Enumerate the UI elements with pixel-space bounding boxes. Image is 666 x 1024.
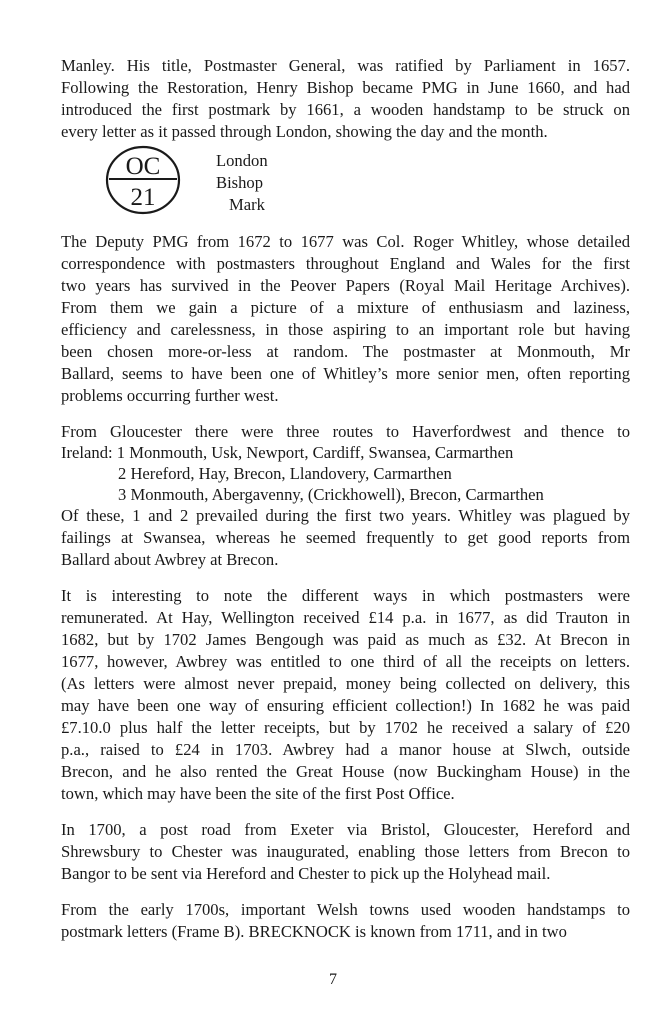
p1-line-3: introduced the first postmark by 1661, a wooden handstamp to be struck on <box>61 100 630 119</box>
p4-line-8: p.a., raised to £24 in 1703. Awbrey had a manor house at Slwch, outside <box>61 740 630 759</box>
bishop-mark-day: 21 <box>130 184 156 211</box>
p5-line-3: Bangor to be sent via Hereford and Chester to pick up the Holyhead mail. <box>61 864 551 883</box>
p6-line-1: From the early 1700s, important Welsh towns used wooden handstamps to <box>61 900 630 919</box>
p1-line-4: every letter as it passed through London, showing the day and the month. <box>61 122 548 141</box>
p3-tail-line-3: Ballard about Awbrey at Brecon. <box>61 550 279 569</box>
p6-line-2: postmark letters (Frame B). BRECKNOCK is known from 1711, and in two <box>61 922 567 941</box>
route-line-3: 3 Monmouth, Abergavenny, (Crickhowell), Brecon, Carmarthen <box>118 485 544 504</box>
p5-line-1: In 1700, a post road from Exeter via Bristol, Gloucester, Hereford and <box>61 820 630 839</box>
p2-line-4: From them we gain a picture of a mixture of enthusiasm and laziness, <box>61 298 630 317</box>
route-line-1: Ireland: 1 Monmouth, Usk, Newport, Cardiff, Swansea, Carmarthen <box>61 443 514 462</box>
p4-line-6: may have been one way of ensuring efficient collection!) In 1682 he was paid <box>61 696 630 715</box>
p2-line-3: two years has survived in the Peover Papers (Royal Mail Heritage Archives). <box>61 276 630 295</box>
p4-line-3: 1682, but by 1702 James Bengough was paid as much as £32. At Brecon in <box>61 630 630 649</box>
p4-line-10: town, which may have been the site of the first Post Office. <box>61 784 455 803</box>
p4-line-9: Brecon, and he also rented the Great House (now Buckingham House) in the <box>61 762 630 781</box>
p4-line-1: It is interesting to note the different ways in which postmasters were <box>61 586 630 605</box>
route-line-2: 2 Hereford, Hay, Brecon, Llandovery, Carmarthen <box>118 464 452 483</box>
p2-line-2: correspondence with postmasters throughout England and Wales for the first <box>61 254 630 273</box>
page-number: 7 <box>329 971 337 988</box>
p2-line-5: efficiency and carelessness, in those aspiring to an important role but having <box>61 320 630 339</box>
p2-line-6: been chosen more-or-less at random. The postmaster at Monmouth, Mr <box>61 342 630 361</box>
p4-line-7: £7.10.0 plus half the letter receipts, but by 1702 he received a salary of £20 <box>61 718 630 737</box>
p3-tail-line-2: failings at Swansea, whereas he seemed frequently to get good reports from <box>61 528 630 547</box>
p5-line-2: Shrewsbury to Chester was inaugurated, enabling those letters from Brecon to <box>61 842 630 861</box>
p2-line-8: problems occurring further west. <box>61 386 279 405</box>
bishop-mark-stamp <box>103 144 183 216</box>
p2-line-1: The Deputy PMG from 1672 to 1677 was Col. Roger Whitley, whose detailed <box>61 232 630 251</box>
p4-line-2: remunerated. At Hay, Wellington received £14 p.a. in 1677, as did Trauton in <box>61 608 630 627</box>
p4-line-5: (As letters were almost never prepaid, money being collected on delivery, this <box>61 674 630 693</box>
p1-line-2: Following the Restoration, Henry Bishop became PMG in June 1660, and had <box>61 78 630 97</box>
bishop-mark-month: OC <box>125 153 161 180</box>
bishop-mark-label-3: Mark <box>229 195 265 214</box>
bishop-mark-label-2: Bishop <box>216 173 264 192</box>
bishop-mark-circle-icon <box>103 144 183 216</box>
p1-line-1: Manley. His title, Postmaster General, was ratified by Parliament in 1657. <box>61 56 630 75</box>
bishop-mark-label-1: London <box>216 151 268 170</box>
p2-line-7: Ballard, seems to have been one of Whitley’s more senior men, often reporting <box>61 364 630 383</box>
p4-line-4: 1677, however, Awbrey was entitled to one third of all the receipts on letters. <box>61 652 630 671</box>
p3-tail-line-1: Of these, 1 and 2 prevailed during the first two years. Whitley was plagued by <box>61 506 630 525</box>
p3-intro-line: From Gloucester there were three routes to Haverfordwest and thence to <box>61 422 630 441</box>
